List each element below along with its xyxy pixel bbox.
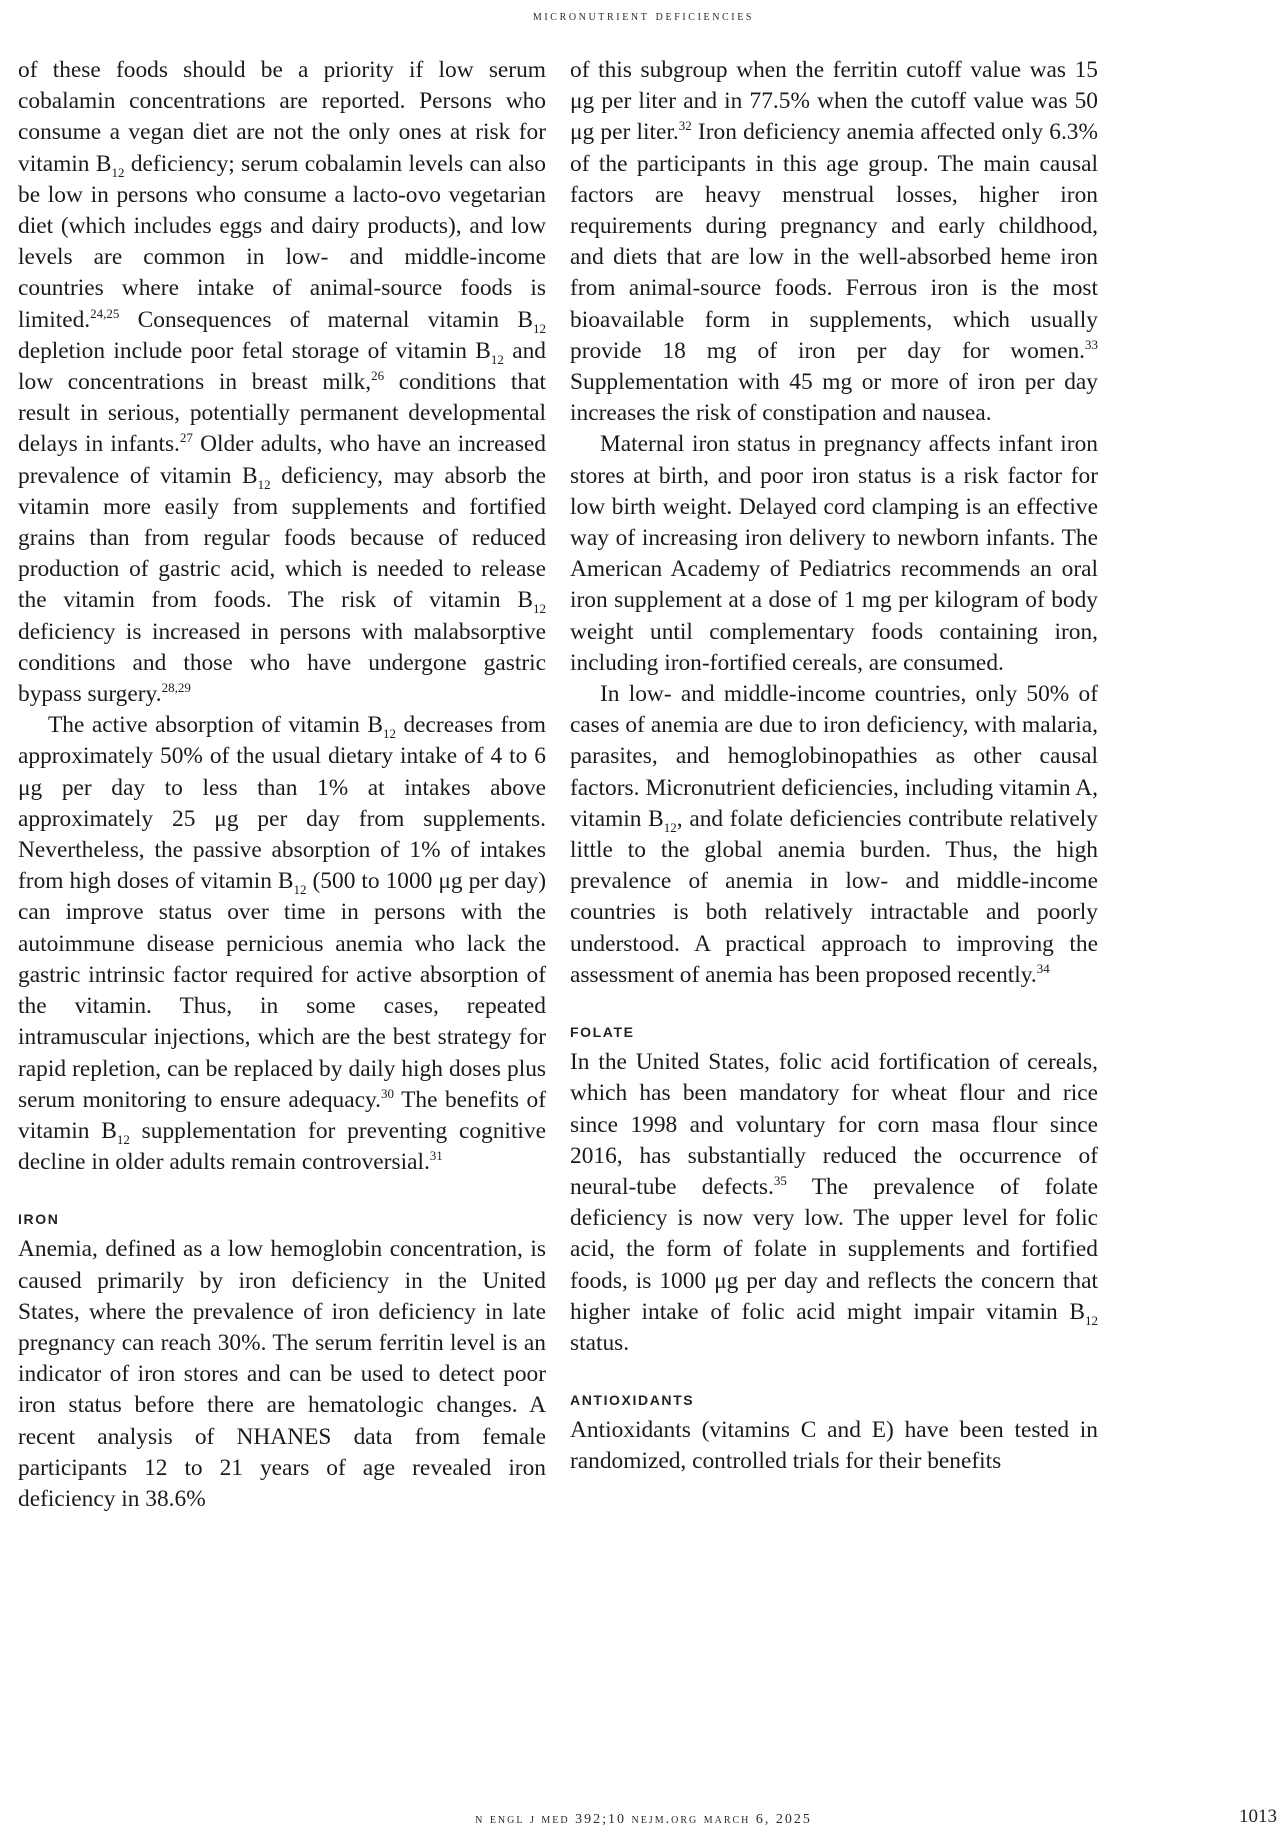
- left-column: [18, 55, 546, 1515]
- paragraph: Antioxidants (vitamins C and E) have been tested in randomized, controlled trials for their benefits: [570, 1417, 1098, 1475]
- paragraph: In the United States, folic acid fortification of cereals, which has been mandatory for wheat flour and rice since 1998 and voluntary for corn masa flour since 2016, has substantially reduced the occurrence of neural-tube defects.$^{35}$ The prevalence of folate deficiency is now very low. The upper level for folic acid, the form of folate in supplements and fortified foods, is 1000 μg per day and reflects the concern that higher intake of folic acid might impair vitamin $B_{12}$ status.: [570, 1049, 1098, 1356]
- paragraph: of this subgroup when the ferritin cutoff value was 15 μg per liter and in 77.5% when the cutoff value was 50 μg per liter.$^{32}$ Iron deficiency anemia affected only 6.3% of the participants in this age group. The main causal factors are heavy menstrual losses, higher iron requirements during pregnancy and early childhood, and diets that are low in the well-absorbed heme iron from animal-source foods. Ferrous iron is the most bioavailable form in supplements, which usually provide 18 mg of iron per day for women.$^{33}$ Supplementation with 45 mg or more of iron per day increases the risk of constipation and nausea.: [570, 57, 1098, 427]
- paragraph: Maternal iron status in pregnancy affects infant iron stores at birth, and poor iron status is a risk factor for low birth weight. Delayed cord clamping is an effective way of increasing iron delivery to newborn infants. The American Academy of Pediatrics recommends an oral iron supplement at a dose of 1 mg per kilogram of body weight until complementary foods containing iron, including iron-fortified cereals, are consumed.: [570, 431, 1098, 676]
- journal-footer: n engl j med 392;10 nejm.org march 6, 2025: [475, 1812, 812, 1827]
- section-heading-folate: FOLATE: [570, 1024, 635, 1041]
- paragraph: of these foods should be a priority if low serum cobalamin concentrations are reported. Persons who consume a vegan diet are not the only ones at risk for vitamin $B_{12}$ deficiency; serum cobalamin levels can also be low in persons who consume a lacto-ovo vegetarian diet (which includes eggs and dairy products), and low levels are common in low- and middle-income countries where intake of animal-source foods is limited.$^{24,25}$ Consequences of maternal vitamin $B_{12}$ depletion include poor fetal storage of vitamin $B_{12}$ and low concentrations in breast milk,$^{26}$ conditions that result in serious, potentially permanent developmental delays in infants.$^{27}$ Older adults, who have an increased prevalence of vitamin $B_{12}$ deficiency, may absorb the vitamin more easily from supplements and fortified grains than from regular foods because of reduced production of gastric acid, which is needed to release the vitamin from foods. The risk of vitamin $B_{12}$ deficiency is increased in persons with malabsorptive conditions and those who have undergone gastric bypass surgery.$^{28,29}$: [18, 57, 547, 708]
- paragraph: Anemia, defined as a low hemoglobin concentration, is caused primarily by iron deficiency in the United States, where the prevalence of iron deficiency in late pregnancy can reach 30%. The serum ferritin level is an indicator of iron stores and can be used to detect poor iron status before there are hematologic changes. A recent analysis of NHANES data from female participants 12 to 21 years of age revealed iron deficiency in 38.6%: [18, 1236, 546, 1512]
- section-heading-antioxidants: ANTIOXIDANTS: [570, 1392, 695, 1409]
- running-head: micronutrient deficiencies: [532, 8, 755, 24]
- paragraph: In low- and middle-income countries, only 50% of cases of anemia are due to iron deficiency, with malaria, parasites, and hemoglobinopathies as other causal factors. Micronutrient deficiencies, including vitamin A, vitamin $B_{12}$, and folate deficiencies contribute relatively little to the global anemia burden. Thus, the high prevalence of anemia in low- and middle-income countries is both relatively intractable and poorly understood. A practical approach to improving the assessment of anemia has been proposed recently.$^{34}$: [570, 681, 1098, 988]
- right-column: [570, 55, 1098, 1478]
- page-number: 1013: [1239, 1806, 1277, 1827]
- section-heading-iron: IRON: [18, 1211, 60, 1228]
- paragraph: The active absorption of vitamin $B_{12}$ decreases from approximately 50% of the usual dietary intake of 4 to 6 μg per day to less than 1% at intakes above approximately 25 μg per day from supplements. Nevertheless, the passive absorption of 1% of intakes from high doses of vitamin $B_{12}$ (500 to 1000 μg per day) can improve status over time in persons with the autoimmune disease pernicious anemia who lack the gastric intrinsic factor required for active absorption of the vitamin. Thus, in some cases, repeated intramuscular injections, which are the best strategy for rapid repletion, can be replaced by daily high doses plus serum monitoring to ensure adequacy.$^{30}$ The benefits of vitamin $B_{12}$ supplementation for preventing cognitive decline in older adults remain controversial.$^{31}$: [18, 712, 546, 1176]
